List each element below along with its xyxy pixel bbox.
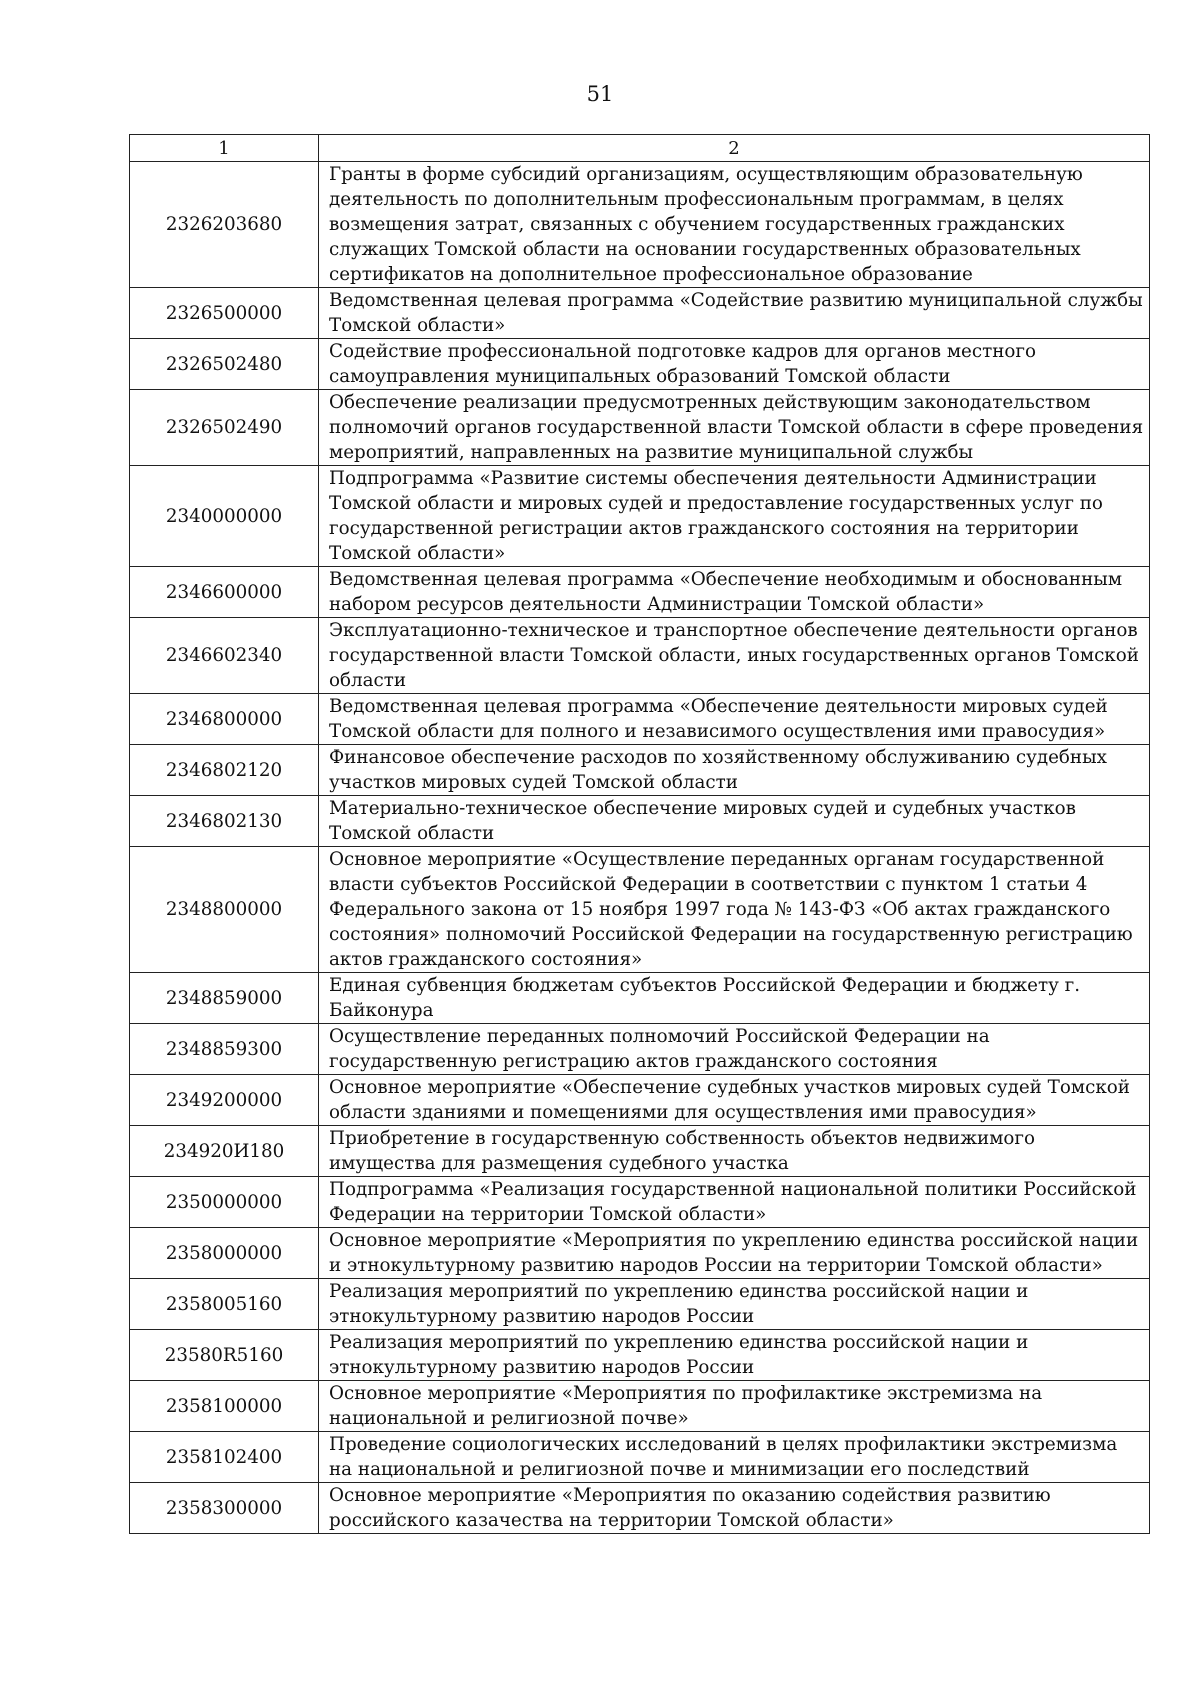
row-code: 2358100000 [130,1381,319,1432]
table-row [130,1177,1150,1228]
row-description: Гранты в форме субсидий организациям, осуществляющим образовательную деятельность по дополнительным профессиональным программам, в целях возмещения затрат, связанных с обучением государственных гражданских служащих Томской области на основании государственных образовательных сертификатов на дополнительное профессиональное образование [319,162,1150,288]
table-row [130,796,1150,847]
table-row [130,288,1150,339]
table-row [130,1126,1150,1177]
table-row [130,1432,1150,1483]
row-description: Обеспечение реализации предусмотренных действующим законодательством полномочий органов государственной власти Томской области в сфере проведения мероприятий, направленных на развитие муниципальной службы [319,390,1150,466]
row-description: Основное мероприятие «Обеспечение судебных участков мировых судей Томской области зданиями и помещениями для осуществления ими правосудия» [319,1075,1150,1126]
budget-codes-table [129,134,1150,1534]
row-description: Ведомственная целевая программа «Содействие развитию муниципальной службы Томской области» [319,288,1150,339]
table-row [130,1279,1150,1330]
table-row [130,390,1150,466]
page-number: 51 [586,82,614,106]
row-code: 2346600000 [130,567,319,618]
row-code: 2348800000 [130,847,319,973]
row-description: Основное мероприятие «Мероприятия по укреплению единства российской нации и этнокультурному развитию народов России на территории Томской области» [319,1228,1150,1279]
table-row [130,466,1150,567]
row-description: Единая субвенция бюджетам субъектов Российской Федерации и бюджету г. Байконура [319,973,1150,1024]
row-code: 2326500000 [130,288,319,339]
row-description: Финансовое обеспечение расходов по хозяйственному обслуживанию судебных участков мировых судей Томской области [319,745,1150,796]
row-description: Ведомственная целевая программа «Обеспечение деятельности мировых судей Томской области для полного и независимого осуществления ими правосудия» [319,694,1150,745]
row-code: 2358300000 [130,1483,319,1534]
table-row [130,1483,1150,1534]
table-row [130,847,1150,973]
row-description: Основное мероприятие «Мероприятия по профилактике экстремизма на национальной и религиозной почве» [319,1381,1150,1432]
row-description: Эксплуатационно-техническое и транспортное обеспечение деятельности органов государственной власти Томской области, иных государственных органов Томской области [319,618,1150,694]
row-description: Осуществление переданных полномочий Российской Федерации на государственную регистрацию актов гражданского состояния [319,1024,1150,1075]
table-body [130,162,1150,1534]
row-code: 2346602340 [130,618,319,694]
row-description: Подпрограмма «Развитие системы обеспечения деятельности Администрации Томской области и мировых судей и предоставление государственных услуг по государственной регистрации актов гражданского состояния на территории Томской области» [319,466,1150,567]
row-description: Приобретение в государственную собственность объектов недвижимого имущества для размещения судебного участка [319,1126,1150,1177]
table-row [130,567,1150,618]
row-description: Основное мероприятие «Мероприятия по оказанию содействия развитию российского казачества на территории Томской области» [319,1483,1150,1534]
table-row [130,162,1150,288]
row-code: 2358000000 [130,1228,319,1279]
row-description: Ведомственная целевая программа «Обеспечение необходимым и обоснованным набором ресурсов деятельности Администрации Томской области» [319,567,1150,618]
row-description: Материально-техническое обеспечение мировых судей и судебных участков Томской области [319,796,1150,847]
table-row [130,1024,1150,1075]
row-code: 2326502490 [130,390,319,466]
table-row [130,618,1150,694]
row-code: 23580R5160 [130,1330,319,1381]
table-row [130,694,1150,745]
row-code: 2340000000 [130,466,319,567]
row-description: Реализация мероприятий по укреплению единства российской нации и этнокультурному развитию народов России [319,1330,1150,1381]
row-description: Реализация мероприятий по укреплению единства российской нации и этнокультурному развитию народов России [319,1279,1150,1330]
row-code: 2350000000 [130,1177,319,1228]
row-description: Основное мероприятие «Осуществление переданных органам государственной власти субъектов Российской Федерации в соответствии с пунктом 1 статьи 4 Федерального закона от 15 ноября 1997 года № 143-ФЗ «Об актах гражданского состояния» полномочий Российской Федерации на государственную регистрацию актов гражданского состояния» [319,847,1150,973]
row-code: 2326203680 [130,162,319,288]
table-row [130,339,1150,390]
table-row [130,1381,1150,1432]
row-code: 2346802120 [130,745,319,796]
row-description: Подпрограмма «Реализация государственной национальной политики Российской Федерации на территории Томской области» [319,1177,1150,1228]
row-code: 2348859300 [130,1024,319,1075]
row-code: 2348859000 [130,973,319,1024]
row-code: 2326502480 [130,339,319,390]
row-description: Содействие профессиональной подготовке кадров для органов местного самоуправления муниципальных образований Томской области [319,339,1150,390]
table-header-row [130,135,1150,162]
row-description: Проведение социологических исследований в целях профилактики экстремизма на национальной и религиозной почве и минимизации его последствий [319,1432,1150,1483]
column-header-code: 1 [130,135,319,162]
row-code: 2346800000 [130,694,319,745]
row-code: 234920И180 [130,1126,319,1177]
row-code: 2346802130 [130,796,319,847]
table-row [130,745,1150,796]
row-code: 2358005160 [130,1279,319,1330]
table-row [130,1228,1150,1279]
row-code: 2349200000 [130,1075,319,1126]
table-row [130,1330,1150,1381]
table-row [130,973,1150,1024]
row-code: 2358102400 [130,1432,319,1483]
table-row [130,1075,1150,1126]
column-header-description: 2 [319,135,1150,162]
